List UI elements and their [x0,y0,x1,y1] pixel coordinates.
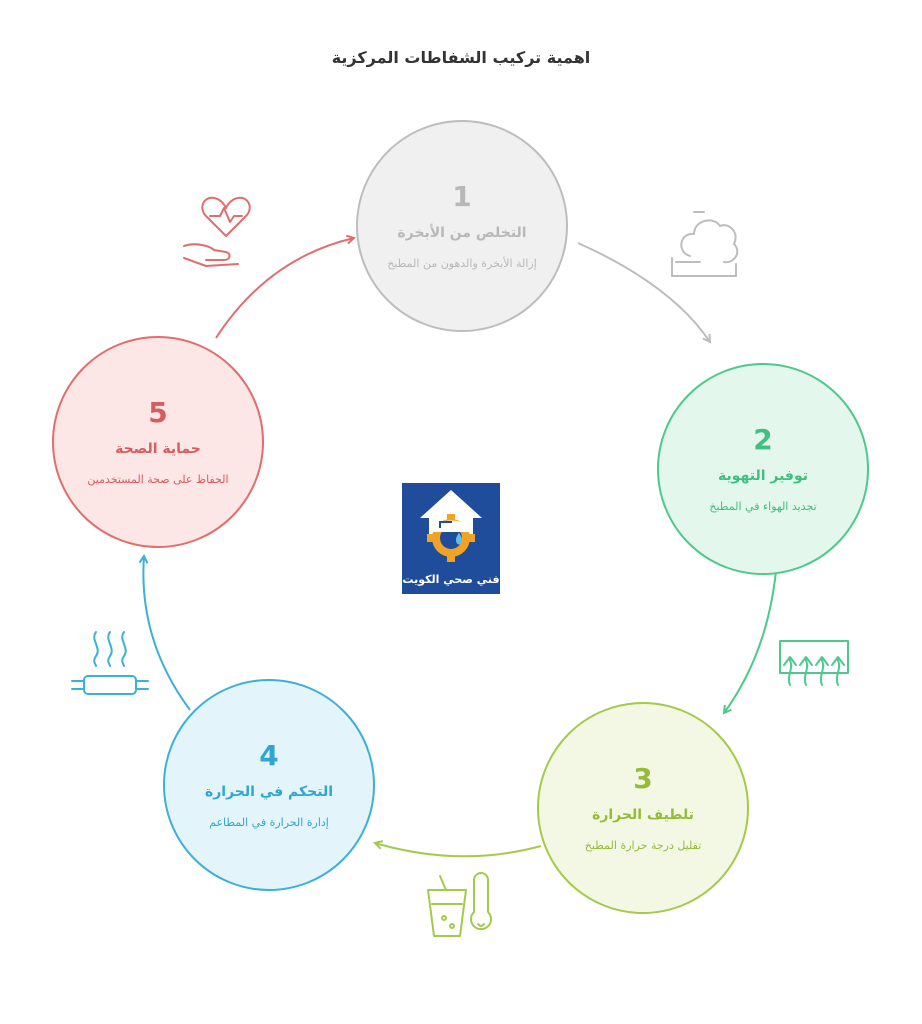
step-3-title: تلطيف الحرارة [592,806,694,823]
step-5-node [52,336,264,548]
step-1-number: 1 [452,179,472,213]
step-4-node [163,679,375,891]
step-4-title: التحكم في الحرارة [204,783,334,800]
arrow-step2-to-step3 [724,560,777,713]
step-1-node [356,120,568,332]
air-vent-airflow-icon [780,641,848,685]
step-4-number: 4 [259,738,279,772]
step-2-node [657,363,869,575]
step-5-number: 5 [148,395,168,429]
steam-cooking-pot-icon [672,212,737,276]
heat-waves-icon [72,632,148,694]
step-3-number: 3 [633,761,653,795]
arrow-step3-to-step4 [375,843,541,856]
arrow-step4-to-step5 [143,556,190,710]
company-logo [402,483,500,594]
step-3-node [537,702,749,914]
step-2-description: تجديد الهواء في المطبخ [709,499,817,513]
step-4-description: إدارة الحرارة في المطاعم [209,815,329,829]
logo-text: فني صحي الكويت [402,573,500,586]
step-5-description: الحفاظ على صحة المستخدمين [87,472,229,486]
arrow-step1-to-step2 [578,243,710,342]
step-5-title: حماية الصحة [115,440,201,457]
heart-in-hand-icon [184,198,250,266]
step-2-title: توفير التهوية [717,467,809,484]
arrow-step5-to-step1 [216,238,354,338]
diagram-title: اهمية تركيب الشفاطات المركزية [331,48,591,67]
step-1-title: التخلص من الأبخرة [397,224,527,241]
cold-drink-thermometer-icon [428,873,491,936]
step-3-description: تقليل درجة حرارة المطبخ [584,838,702,852]
step-2-number: 2 [753,422,773,456]
step-1-description: إزالة الأبخرة والدهون من المطبخ [387,256,537,270]
